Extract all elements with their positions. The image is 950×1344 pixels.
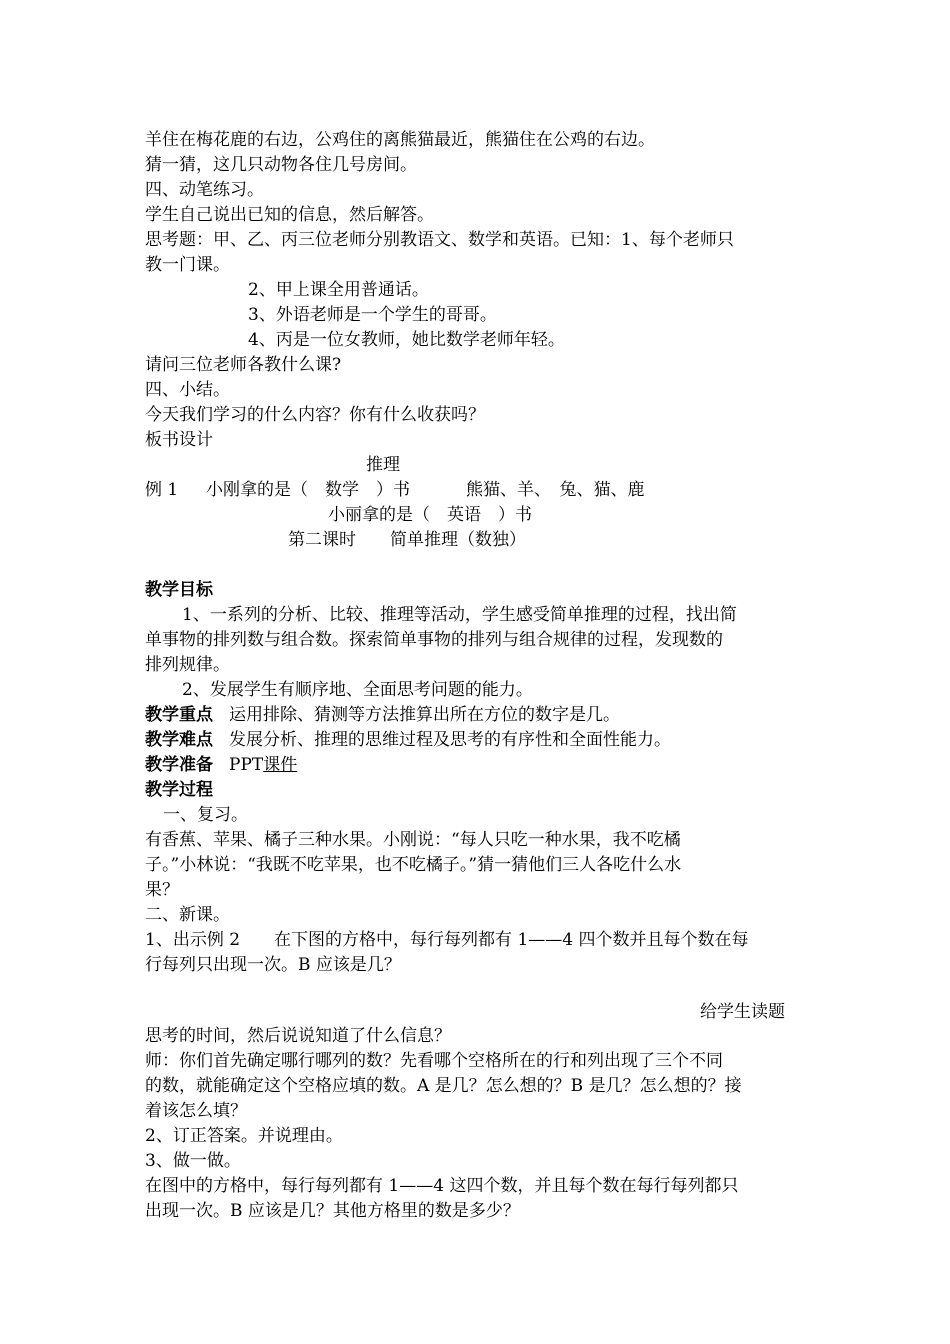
text-line: 思考题：甲、乙、丙三位老师分别教语文、数学和英语。已知：1、每个老师只 — [145, 230, 734, 250]
text-line: 果？ — [145, 880, 179, 900]
preparation-ppt: PPT — [229, 755, 264, 775]
text-line: 2、订正答案。并说理由。 — [145, 1126, 343, 1146]
courseware-link[interactable]: 课件 — [263, 755, 298, 775]
text-line: 板书设计 — [145, 430, 213, 450]
text-line: 排列规律。 — [145, 655, 230, 675]
preparation-line — [145, 753, 297, 777]
text-line: 2、甲上课全用普通话。 — [248, 280, 429, 300]
key-point-label: 教学重点 — [145, 705, 213, 725]
preparation-label: 教学准备 — [145, 755, 213, 775]
example-1-animals: 熊猫、羊、 兔、猫、鹿 — [466, 480, 645, 500]
example-1-text: 小刚拿的是（ 数学 ）书 — [206, 480, 410, 500]
text-line: 单事物的排列数与组合数。探索简单事物的排列与组合规律的过程，发现数的 — [145, 630, 723, 650]
difficulty-text: 发展分析、推理的思维过程及思考的有序性和全面性能力。 — [229, 730, 671, 750]
key-point-line — [145, 703, 620, 727]
text-line: 1、出示例 2 在下图的方格中，每行每列都有 1——4 四个数并且每个数在每 — [145, 930, 749, 950]
text-line: 猜一猜，这几只动物各住几号房间。 — [145, 155, 417, 175]
process-heading-line — [145, 778, 213, 802]
lesson-2-title: 第二课时 简单推理（数独） — [288, 530, 526, 550]
text-line: 二、新课。 — [145, 905, 230, 925]
text-line: 行每列只出现一次。B 应该是几？ — [145, 955, 401, 975]
text-line: 师：你们首先确定哪行哪列的数？先看哪个空格所在的行和列出现了三个不同 — [145, 1051, 723, 1071]
text-line: 羊住在梅花鹿的右边，公鸡住的离熊猫最近，熊猫住在公鸡的右边。 — [145, 130, 655, 150]
board-title: 推理 — [366, 455, 400, 475]
text-line: 着该怎么填？ — [145, 1101, 247, 1121]
text-line: 学生自己说出已知的信息，然后解答。 — [145, 205, 434, 225]
text-line: 出现一次。B 应该是几？其他方格里的数是多少？ — [145, 1201, 520, 1221]
text-line: 1、一系列的分析、比较、推理等活动，学生感受简单推理的过程，找出简 — [182, 605, 737, 625]
example-1-line2: 小丽拿的是（ 英语 ）书 — [328, 505, 532, 525]
text-line: 教一门课。 — [145, 255, 230, 275]
text-line: 给学生读题 — [700, 1002, 785, 1022]
text-line: 在图中的方格中，每行每列都有 1——4 这四个数，并且每个数在每行每列都只 — [145, 1176, 739, 1196]
text-line: 的数，就能确定这个空格应填的数。A 是几？怎么想的？B 是几？怎么想的？接 — [145, 1076, 742, 1096]
text-line: 2、发展学生有顺序地、全面思考问题的能力。 — [182, 680, 533, 700]
difficulty-line — [145, 728, 671, 752]
difficulty-label: 教学难点 — [145, 730, 213, 750]
text-line: 3、外语老师是一个学生的哥哥。 — [248, 305, 497, 325]
process-heading: 教学过程 — [145, 780, 213, 800]
text-line: 今天我们学习的什么内容？你有什么收获吗？ — [145, 405, 485, 425]
goal-heading-line — [145, 578, 213, 602]
example-1-label: 例 1 — [145, 480, 179, 500]
text-line: 请问三位老师各教什么课? — [145, 355, 342, 375]
goal-heading: 教学目标 — [145, 580, 213, 600]
text-line: 有香蕉、苹果、橘子三种水果。小刚说：“每人只吃一种水果，我不吃橘 — [145, 830, 681, 850]
text-line: 一、复习。 — [163, 805, 248, 825]
text-line: 四、小结。 — [145, 380, 230, 400]
text-line: 思考的时间，然后说说知道了什么信息？ — [145, 1026, 451, 1046]
text-line: 3、做一做。 — [145, 1151, 241, 1171]
text-line: 子。”小林说：“我既不吃苹果，也不吃橘子。”猜一猜他们三人各吃什么水 — [145, 855, 682, 875]
text-line: 4、丙是一位女教师，她比数学老师年轻。 — [248, 330, 565, 350]
text-line: 四、动笔练习。 — [145, 180, 264, 200]
key-point-text: 运用排除、猜测等方法推算出所在方位的数字是几。 — [229, 705, 620, 725]
